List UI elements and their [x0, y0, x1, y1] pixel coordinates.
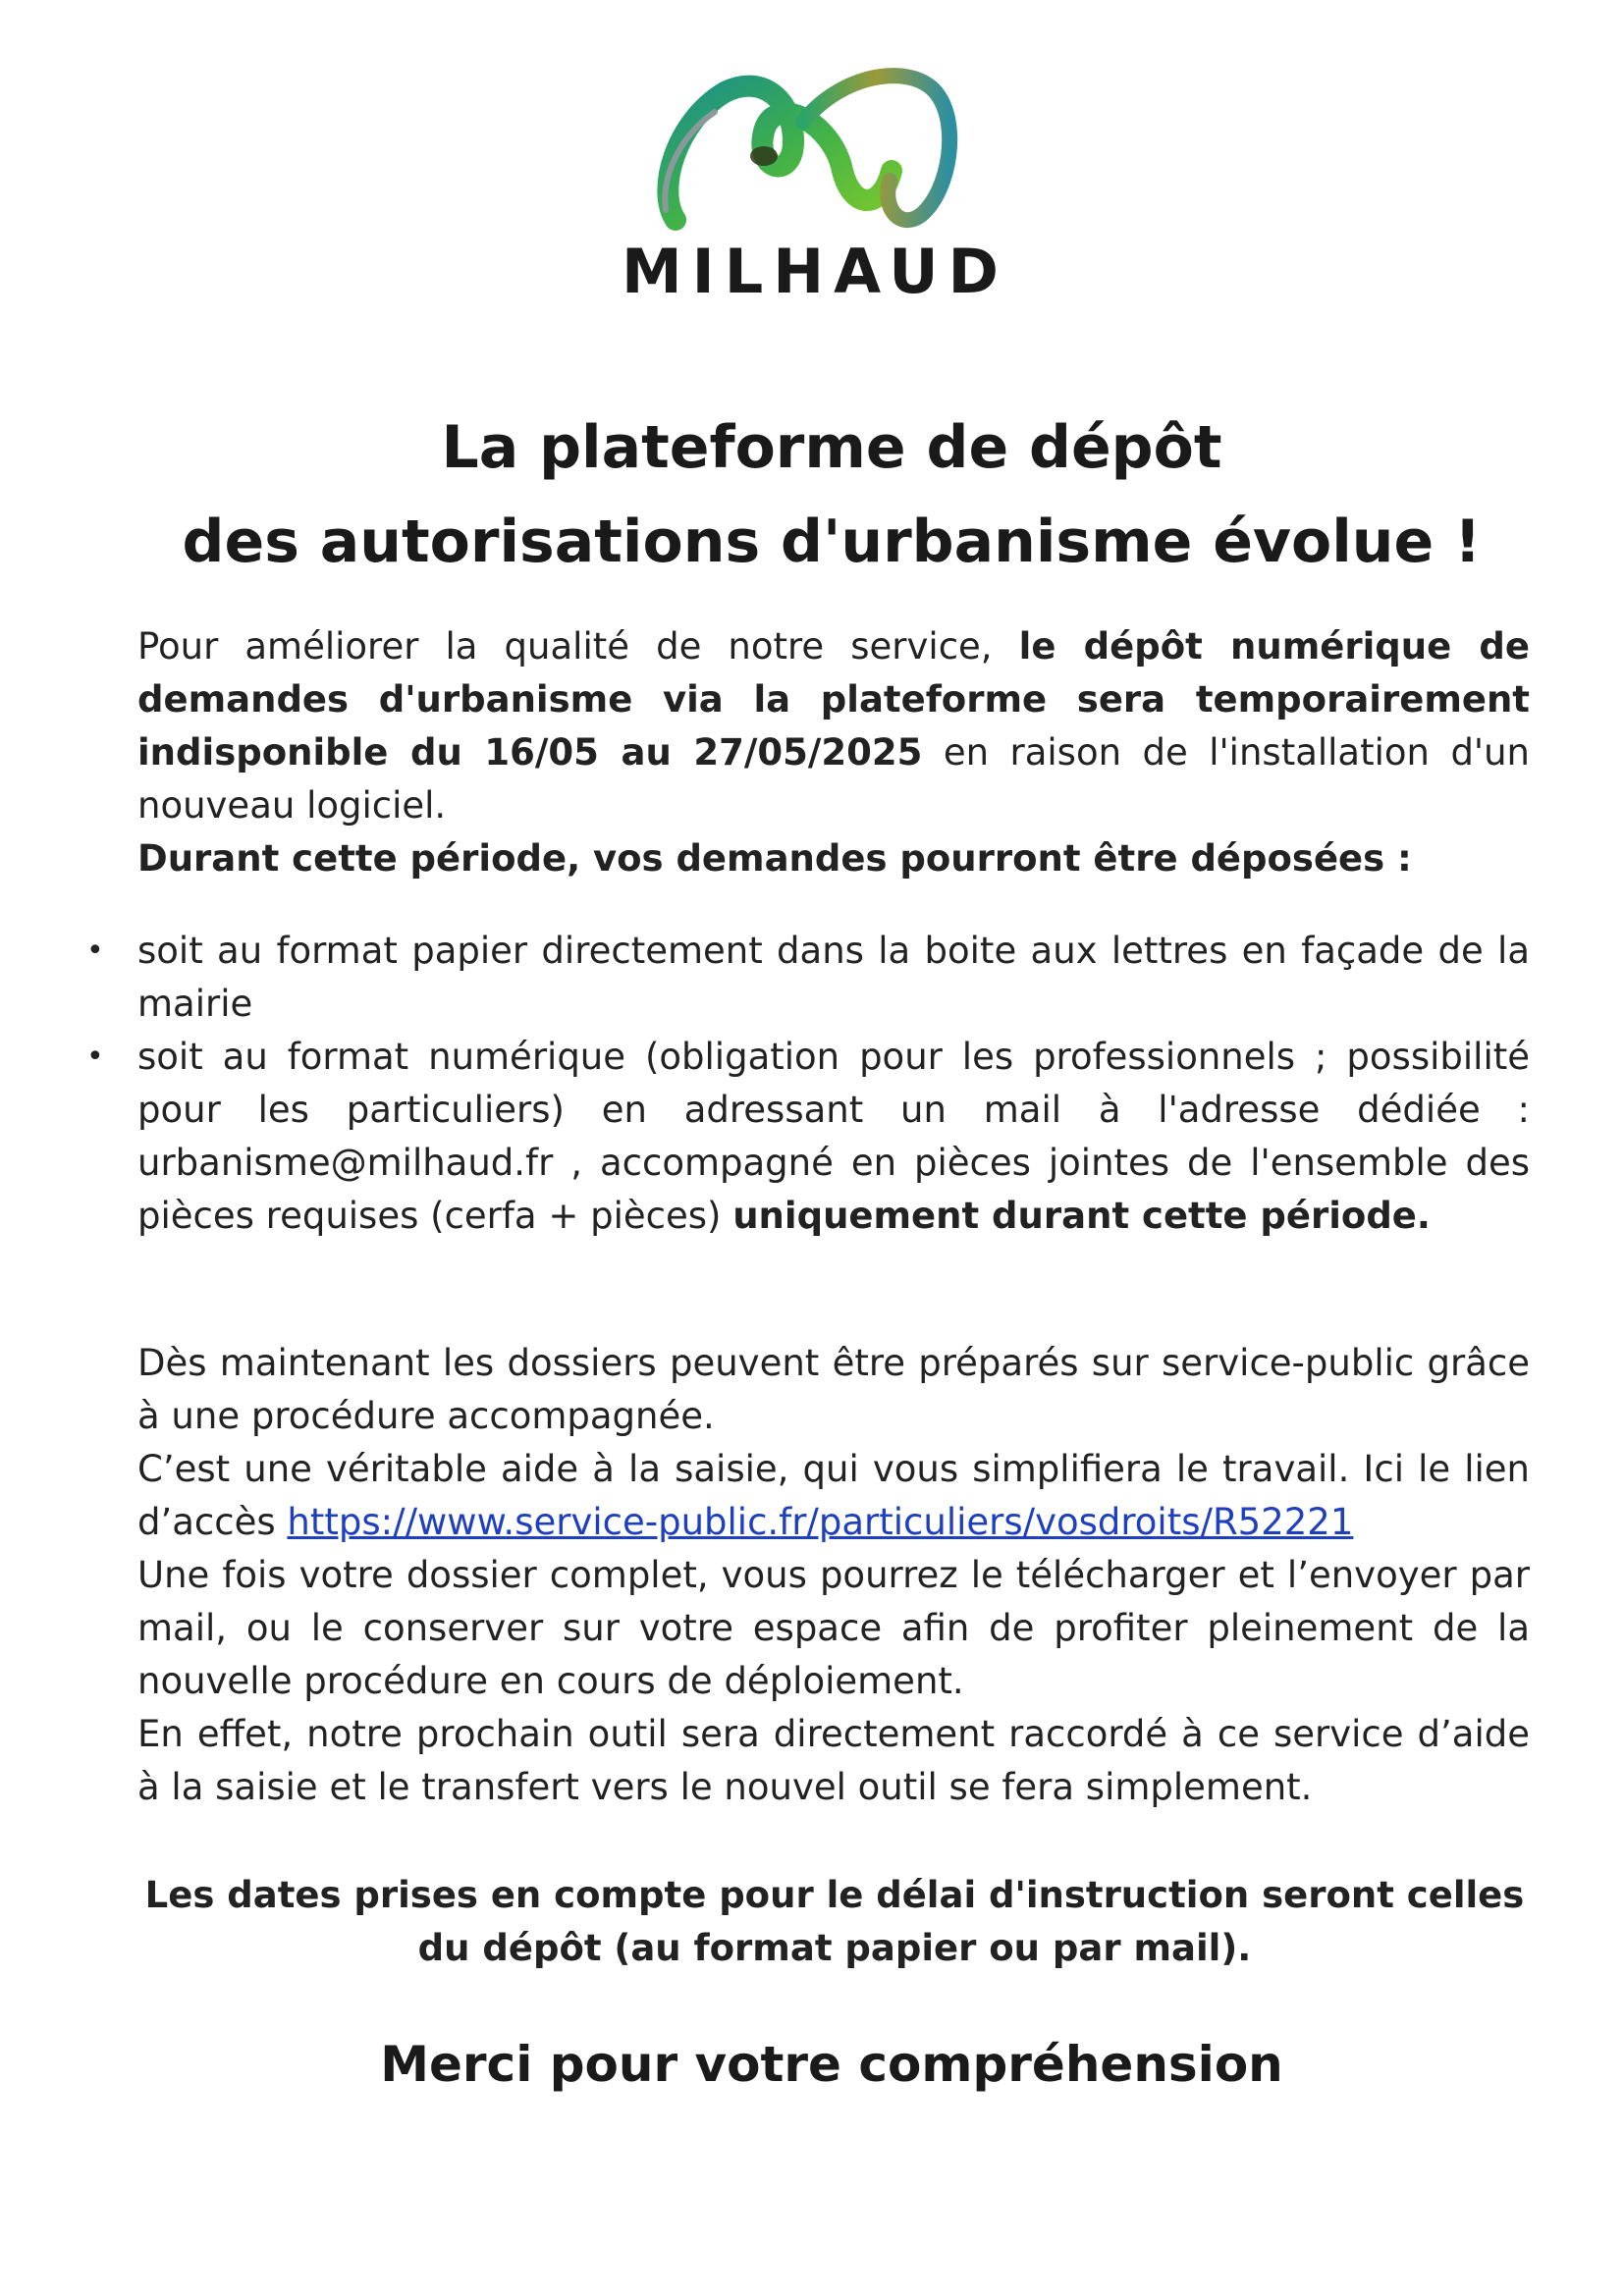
- info-line-3: Une fois votre dossier complet, vous pourrez le télécharger et l’envoyer par mail, ou le conserver sur votre espace afin de profiter pleinement de la nouvelle procédure en cours de déploiement.: [137, 1554, 1530, 1702]
- option-paper-text: soit au format papier directement dans la boite aux lettres en façade de la mairie: [137, 930, 1530, 1025]
- milhaud-wordmark: MILHAUD: [621, 236, 1009, 307]
- info-section: [137, 1337, 1530, 1814]
- period-heading: Durant cette période, vos demandes pourront être déposées :: [137, 837, 1412, 880]
- page-title: [98, 400, 1565, 589]
- info-line-2-text: C’est une véritable aide à la saisie, qui vous simplifiera le travail. Ici le lien d’accès: [137, 1448, 1530, 1543]
- info-line-2: [137, 1443, 1530, 1549]
- milhaud-logo-mark-icon: [656, 63, 970, 240]
- intro-text-2: en raison de l'installation d'un nouveau logiciel.: [137, 731, 1531, 827]
- title-line-1: La plateforme de dépôt: [441, 413, 1222, 482]
- service-public-link[interactable]: https://www.service-public.fr/particuliers/vosdroits/R52221: [287, 1501, 1354, 1543]
- closing-message: Merci pour votre compréhension: [380, 2036, 1283, 2093]
- info-line-4: En effet, notre prochain outil sera directement raccordé à ce service d’aide à la saisie et le transfert vers le nouvel outil se fera simplement.: [137, 1713, 1530, 1808]
- bullet-icon: •: [86, 934, 104, 968]
- intro-text-1: Pour améliorer la qualité de notre service,: [137, 625, 1019, 667]
- intro-paragraph: [137, 620, 1530, 832]
- option-digital-bold: uniquement durant cette période.: [732, 1195, 1431, 1237]
- intro-bold-text: le dépôt numérique de demandes d'urbanisme via la plateforme sera temporairement indisponible du 16/05 au 27/05/2025: [137, 625, 1530, 774]
- list-item-digital: [86, 1031, 1530, 1243]
- deposit-options-list: [86, 925, 1530, 1243]
- bullet-icon: •: [86, 1040, 104, 1074]
- title-line-2: des autorisations d'urbanisme évolue !: [182, 507, 1482, 576]
- list-item-paper: [86, 925, 1530, 1031]
- dates-note: Les dates prises en compte pour le délai d'instruction seront celles du dépôt (au format papier ou par mail).: [144, 1874, 1525, 1969]
- option-digital-text: soit au format numérique (obligation pour les professionnels ; possibilité pour les particuliers) en adressant un mail à l'adresse dédiée : urbanisme@milhaud.fr , accompagné en pièces jointes de l'ensemble des pièces requises (cerfa + pièces): [137, 1036, 1530, 1237]
- info-line-1: Dès maintenant les dossiers peuvent être préparés sur service-public grâce à une procédure accompagnée.: [137, 1342, 1530, 1437]
